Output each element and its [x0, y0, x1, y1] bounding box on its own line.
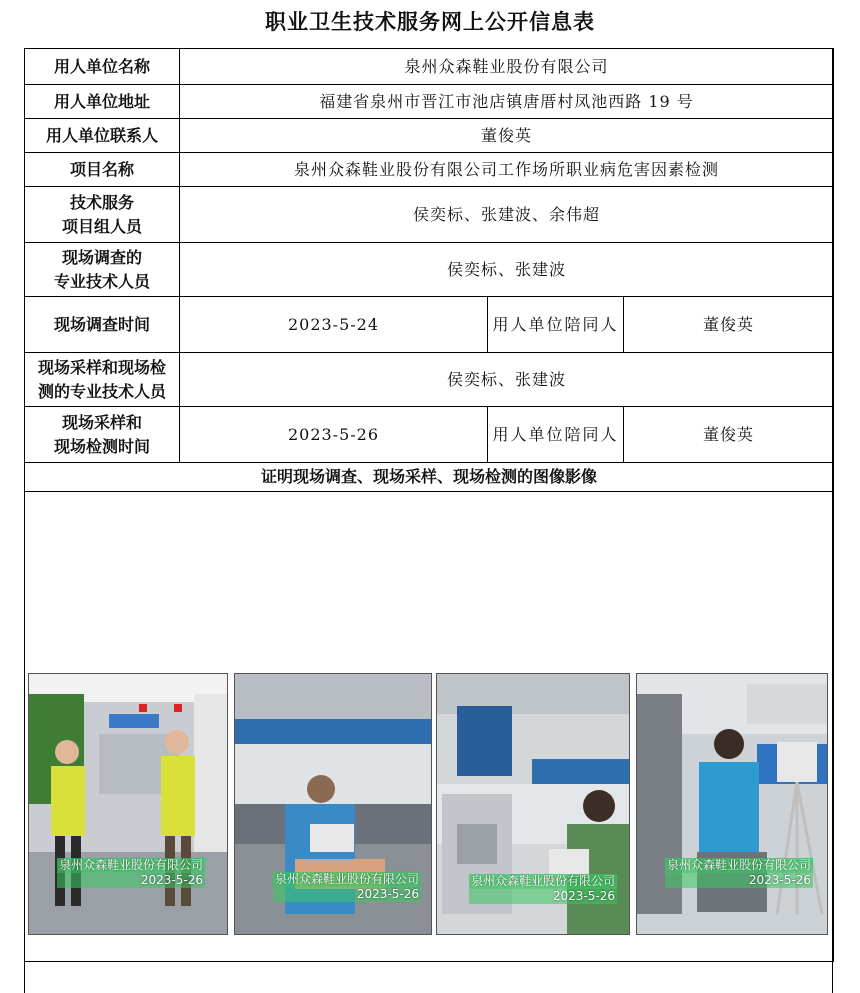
- sampling-time-label: [25, 407, 180, 463]
- photo-3-watermark-company: 泉州众森鞋业股份有限公司: [470, 874, 615, 888]
- survey-staff-label-line1: 现场调查的: [61, 247, 142, 267]
- row-sampling-time: [25, 407, 834, 463]
- sampling-time-label-line1: 现场采样和: [61, 412, 142, 432]
- survey-companion-label: 用人单位陪同人: [488, 297, 624, 353]
- photo-2-watermark-company: 泉州众森鞋业股份有限公司: [274, 872, 419, 886]
- evidence-header: 证明现场调查、现场采样、现场检测的图像影像: [25, 463, 834, 492]
- row-project-name: [25, 153, 834, 187]
- row-team-members: [25, 187, 834, 243]
- photo-1-watermark-company: 泉州众森鞋业股份有限公司: [58, 858, 203, 872]
- row-survey-staff: [25, 243, 834, 297]
- photo-3-watermark-date: 2023-5-26: [469, 889, 617, 904]
- project-name-label: 项目名称: [25, 153, 180, 187]
- employer-name-value: 泉州众森鞋业股份有限公司: [180, 49, 834, 85]
- photo-2-watermark-date: 2023-5-26: [273, 887, 421, 902]
- photo-1-scene: [29, 674, 228, 935]
- row-survey-time: [25, 297, 834, 353]
- page-title: 职业卫生技术服务网上公开信息表: [265, 10, 595, 34]
- sampling-staff-label: [25, 353, 180, 407]
- photo-4-watermark-company: 泉州众森鞋业股份有限公司: [666, 858, 811, 872]
- survey-staff-label-line2: 专业技术人员: [53, 271, 150, 291]
- sampling-staff-label-line1: 现场采样和现场检: [37, 357, 166, 377]
- photo-strip: [24, 673, 833, 935]
- team-members-label-line2: 项目组人员: [61, 216, 142, 236]
- team-members-label-line1: 技术服务: [69, 192, 134, 212]
- survey-staff-value: 侯奕标、张建波: [180, 243, 834, 297]
- row-employer-contact: [25, 119, 834, 153]
- site-photo-1: [28, 673, 228, 935]
- project-name-value: 泉州众森鞋业股份有限公司工作场所职业病危害因素检测: [180, 153, 834, 187]
- employer-name-label: 用人单位名称: [25, 49, 180, 85]
- photo-4-scene: [637, 674, 828, 935]
- sampling-staff-label-line2: 测的专业技术人员: [37, 381, 166, 401]
- employer-address-value: 福建省泉州市晋江市池店镇唐厝村凤池西路 19 号: [180, 85, 834, 119]
- survey-companion-value: 董俊英: [624, 297, 834, 353]
- sampling-time-label-line2: 现场检测时间: [53, 436, 150, 456]
- survey-staff-label: [25, 243, 180, 297]
- photo-1-watermark: [57, 858, 205, 888]
- row-evidence-header: [25, 463, 834, 492]
- photo-3-watermark: [469, 874, 617, 904]
- row-sampling-staff: [25, 353, 834, 407]
- sampling-time-value: 2023-5-26: [180, 407, 488, 463]
- site-photo-3: [436, 673, 630, 935]
- site-photo-2: [234, 673, 432, 935]
- row-employer-name: [25, 49, 834, 85]
- photo-2-watermark: [273, 872, 421, 902]
- photo-4-watermark-date: 2023-5-26: [665, 873, 813, 888]
- sampling-staff-value: 侯奕标、张建波: [180, 353, 834, 407]
- sampling-companion-label: 用人单位陪同人: [488, 407, 624, 463]
- photo-1-watermark-date: 2023-5-26: [57, 873, 205, 888]
- employer-contact-value: 董俊英: [180, 119, 834, 153]
- survey-time-label: 现场调查时间: [25, 297, 180, 353]
- survey-time-value: 2023-5-24: [180, 297, 488, 353]
- sampling-companion-value: 董俊英: [624, 407, 834, 463]
- team-members-value: 侯奕标、张建波、余伟超: [180, 187, 834, 243]
- site-photo-4: [636, 673, 828, 935]
- employer-contact-label: 用人单位联系人: [25, 119, 180, 153]
- team-members-label: [25, 187, 180, 243]
- row-employer-address: [25, 85, 834, 119]
- photo-4-watermark: [665, 858, 813, 888]
- employer-address-label: 用人单位地址: [25, 85, 180, 119]
